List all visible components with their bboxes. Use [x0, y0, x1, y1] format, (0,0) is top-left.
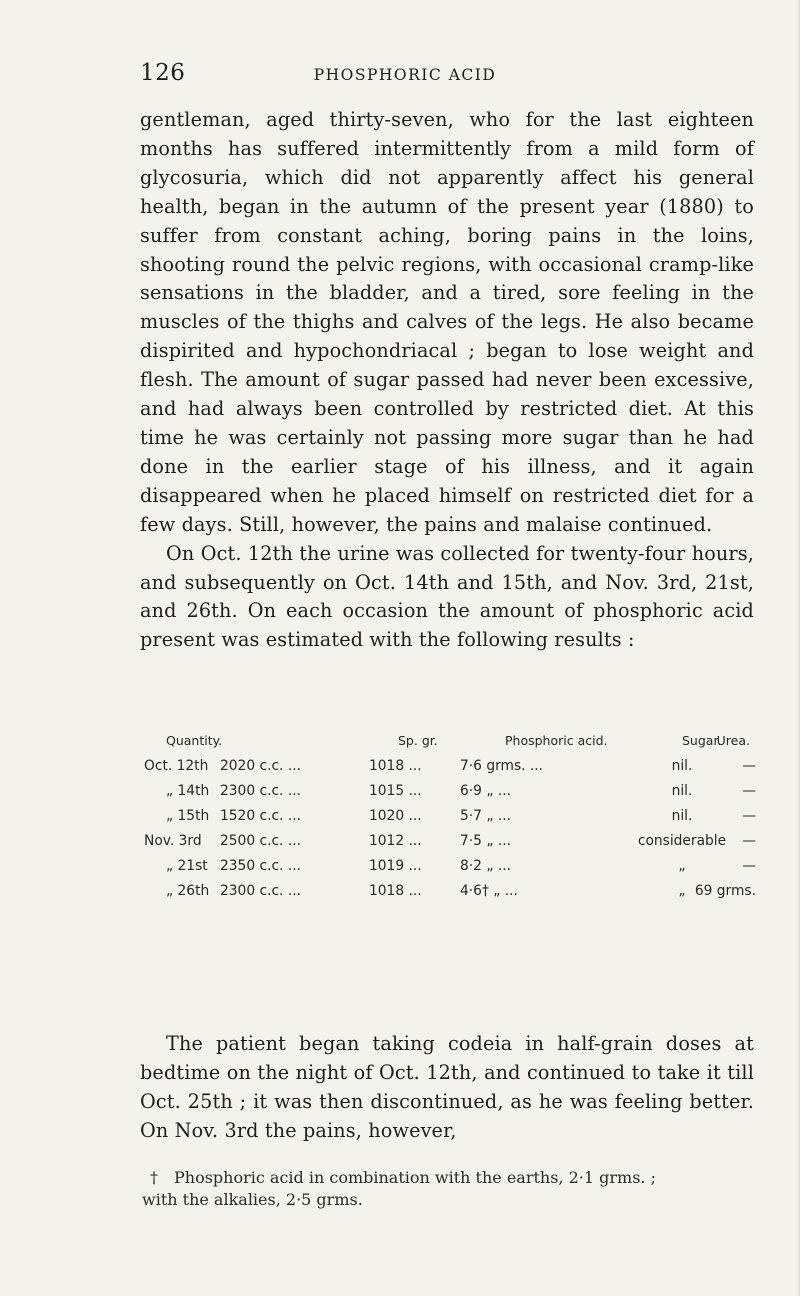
phosphoric-acid-cell: 4·6† „ ...	[460, 883, 518, 899]
urea-cell: —	[742, 783, 756, 799]
date-cell	[144, 833, 301, 849]
table-row	[144, 833, 756, 858]
running-head: PHOSPHORIC ACID	[313, 66, 497, 84]
header-sugar: Sugar.	[682, 733, 722, 748]
sugar-cell: nil.	[671, 783, 693, 799]
paragraph: gentleman, aged thirty-seven, who for the last eighteen months has suffered intermittently from a mild form of glycosuria, which did not apparently affect his general health, began in the autumn of the present year (1880) to suffer from constant aching, boring pains in the loins, shooting round the pelvic regions, with occasional cramp-like sensations in the bladder, and a tired, sore feeling in the muscles of the thighs and calves of the legs. He also became dispirited and hypochondriacal ; began to lose weight and flesh. The amount of sugar passed had never been excessive, and had always been controlled by restricted diet. At this time he was certainly not passing more sugar than he had done in the earlier stage of his illness, and it again disappeared when he placed himself on restricted diet for a few days. Still, however, the pains and malaise continued.	[140, 108, 754, 536]
phosphoric-acid-cell: 8·2 „ ...	[460, 858, 512, 874]
date-cell	[144, 758, 301, 774]
urea-cell: —	[742, 758, 756, 774]
paragraph: The patient began taking codeia in half-grain doses at bedtime on the night of Oct. 12th, and continued to take it till Oct. 25th ; it was then discontinued, as he was feeling better. On Nov. 3rd the pains, however,	[140, 1032, 754, 1142]
date-cell	[144, 883, 301, 899]
table-row	[144, 783, 756, 808]
phosphoric-acid-cell: 5·7 „ ...	[460, 808, 512, 824]
sugar-cell: „	[678, 858, 686, 874]
sugar-cell: nil.	[671, 758, 693, 774]
table-row	[144, 808, 756, 833]
phosphoric-acid-cell: 6·9 „ ...	[460, 783, 512, 799]
row-date: „ 15th	[166, 808, 210, 824]
row-date: „ 14th	[166, 783, 210, 799]
footnote-text-1: Phosphoric acid in combination with the earths, 2·1 grms. ;	[174, 1168, 656, 1187]
sp-gr-cell: 1015 ...	[369, 783, 422, 799]
urea-cell: 69 grms.	[694, 883, 756, 899]
sugar-cell: „	[678, 883, 686, 899]
footnote	[142, 1167, 754, 1211]
body-text-top	[140, 106, 754, 655]
phosphoric-acid-cell: 7·6 grms. ...	[460, 758, 544, 774]
header-quantity: Quantity.	[166, 733, 223, 748]
row-quantity: 2300 c.c. ...	[220, 883, 301, 899]
row-date: „ 21st	[166, 858, 208, 874]
urea-cell: —	[742, 833, 756, 849]
table-row	[144, 758, 756, 783]
header-sp-gr: Sp. gr.	[398, 733, 438, 748]
footnote-line-2: with the alkalies, 2·5 grms.	[142, 1190, 363, 1209]
sp-gr-cell: 1018 ...	[369, 758, 422, 774]
row-quantity: 2500 c.c. ...	[220, 833, 301, 849]
row-quantity: 2300 c.c. ...	[220, 783, 301, 799]
row-date: „ 26th	[166, 883, 210, 899]
date-cell	[144, 858, 301, 874]
row-quantity: 2350 c.c. ...	[220, 858, 301, 874]
sp-gr-cell: 1019 ...	[369, 858, 422, 874]
row-date: Oct. 12th	[144, 758, 209, 774]
date-cell	[144, 808, 301, 824]
header-urea: Urea.	[716, 733, 750, 748]
phosphoric-acid-cell: 7·5 „ ...	[460, 833, 512, 849]
body-text-bottom	[140, 1030, 754, 1146]
urea-cell: —	[742, 808, 756, 824]
table-row	[144, 883, 756, 908]
header-phosphoric-acid: Phosphoric acid.	[505, 733, 608, 748]
urine-analysis-table	[144, 733, 756, 908]
sp-gr-cell: 1012 ...	[369, 833, 422, 849]
table-header	[144, 733, 756, 758]
footnote-line-1	[142, 1167, 754, 1189]
table-row	[144, 858, 756, 883]
sp-gr-cell: 1020 ...	[369, 808, 422, 824]
sugar-cell: considerable	[637, 833, 727, 849]
date-cell	[144, 783, 301, 799]
footnote-marker: †	[150, 1168, 158, 1187]
row-quantity: 1520 c.c. ...	[220, 808, 301, 824]
sp-gr-cell: 1018 ...	[369, 883, 422, 899]
page-number: 126	[140, 60, 186, 86]
row-date: Nov. 3rd	[144, 833, 202, 849]
row-quantity: 2020 c.c. ...	[220, 758, 301, 774]
paragraph: On Oct. 12th the urine was collected for twenty-four hours, and subsequently on Oct. 14th and 15th, and Nov. 3rd, 21st, and 26th. On each occasion the amount of phosphoric acid present was estimated with the following results :	[140, 541, 754, 652]
sugar-cell: nil.	[671, 808, 693, 824]
table-body	[144, 758, 756, 908]
urea-cell: —	[742, 858, 756, 874]
